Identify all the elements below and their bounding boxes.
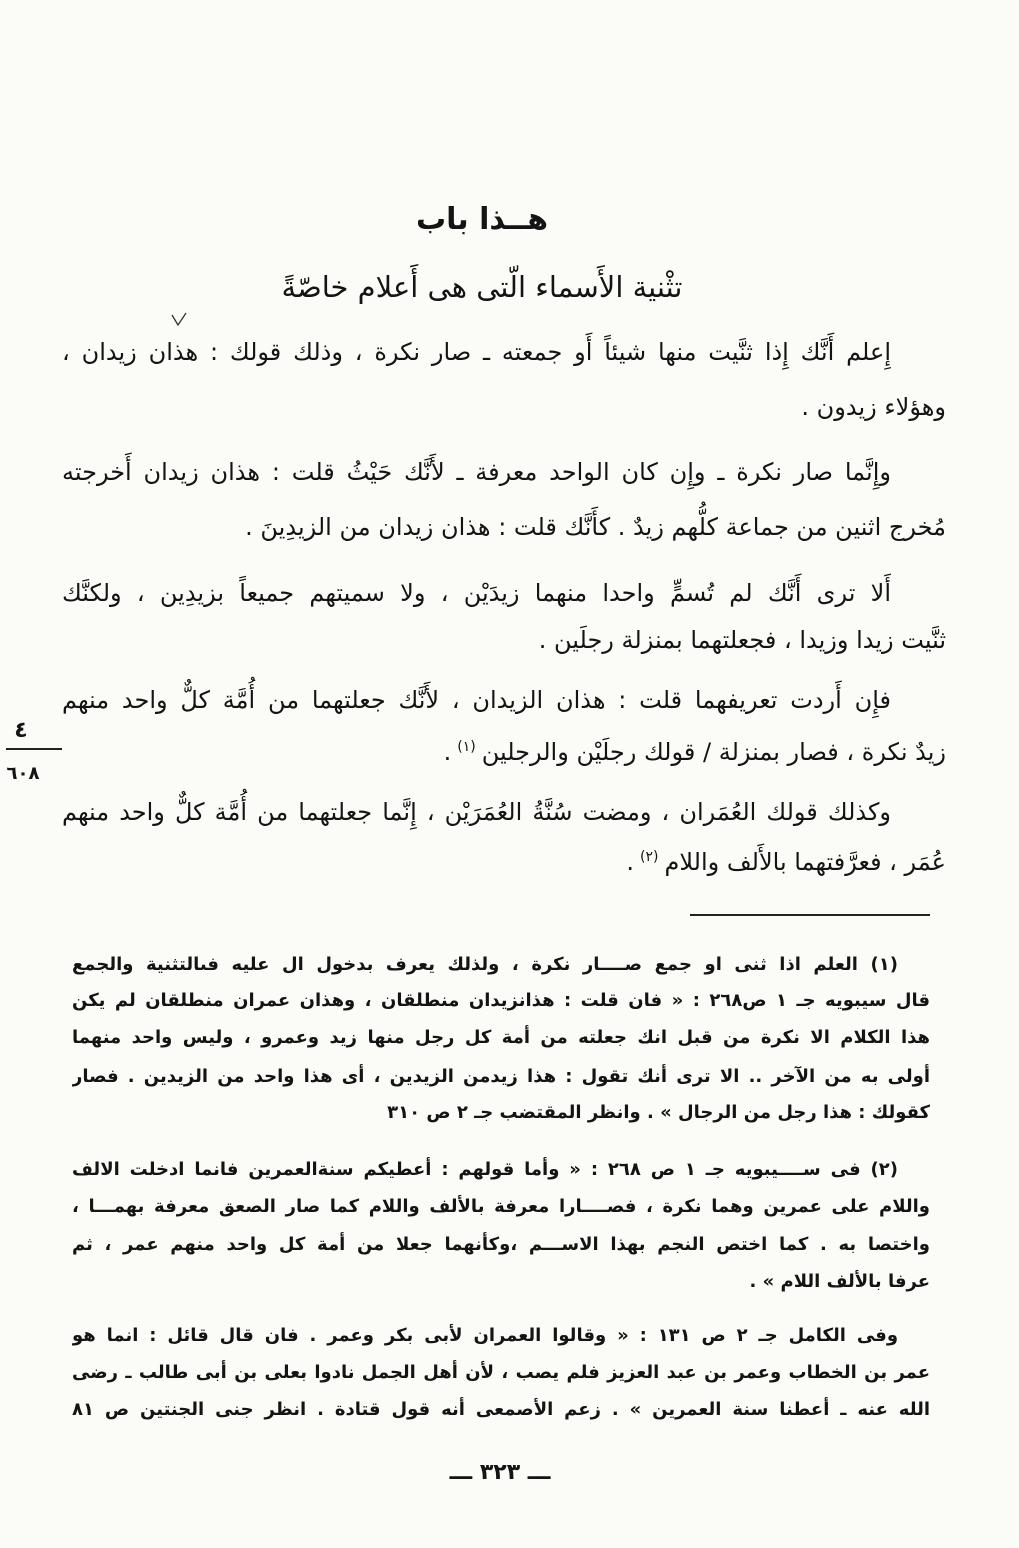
chapter-subtitle: تثْنية الأَسماء الّتى هى أَعلام خاصّةً (281, 270, 683, 304)
line-end-period: . (626, 848, 634, 876)
footnote-separator (690, 914, 930, 916)
footnote-1-line-4: أولى به من الآخر .. الا ترى أنك تقول : هذا زيدمن الزيدين ، أى هذا واحد من الزيدين . فصار (72, 1066, 930, 1087)
footnote-3-line-1: وفى الكامل جـ ٢ ص ١٣١ : « وقالوا العمران لأبى بكر وعمر . فان قال قائل : انما هو (72, 1325, 898, 1346)
paragraph-1-line-1: إِعلم أَنَّك إِذا ثنَّيت منها شيئاً أَو جمعته ـ صار نكرة ، وذلك قولك : هذان زيدان ، (62, 338, 891, 366)
footnote-2-line-3: واختصا به . كما اختص النجم بهذا الاســـم ،وكأنهما جعلا من أمة كل واحد منهم عمر ، ثم (72, 1234, 930, 1255)
footnote-1-line-5: كقولك : هذا رجل من الرجال » . وانظر المقتضب جـ ٢ ص ٣١٠ (387, 1102, 930, 1123)
paragraph-5-line-1: وكذلك قولك العُمَران ، ومضت سُنَّةُ العُمَرَيْن ، إِنَّما جعلتهما من أُمَّة كلٌّ واحد منهم (62, 798, 891, 826)
line-text: عُمَر ، فعرَّفتهما بالأَلف واللام (664, 848, 946, 876)
footnote-ref-2: (٢) (639, 849, 659, 865)
paragraph-3-line-2: ثنَّيت زيدا وزيدا ، فجعلتهما بمنزلة رجلَين . (538, 626, 946, 654)
footnote-1-line-1: (١) العلم اذا ثنى او جمع صــــار نكرة ، ولذلك يعرف بدخول ال عليه فىالتثنية والجمع (72, 954, 898, 975)
paragraph-4-line-2 (62, 732, 946, 772)
page-number: ـــ ٣٢٣ ـــ (449, 1460, 551, 1485)
footnote-ref-1: (١) (457, 739, 476, 755)
paragraph-4-line-1: فإِن أَردت تعريفهما قلت : هذان الزيدان ، لأَنَّك جعلتهما من أُمَّة كلٌّ واحد منهم (62, 686, 891, 714)
handwritten-check-mark-icon (170, 312, 188, 328)
footnote-2-line-2: واللام على عمرين وهما نكرة ، فصــــارا معرفة بالألف واللام كما صار الصعق معرفة بهمـــا ، (72, 1196, 930, 1217)
paragraph-5-line-2 (62, 842, 946, 882)
paragraph-3-line-1: أَلا ترى أَنَّك لم تُسمٍّ واحدا منهما زيدَيْن ، ولا سميتهم جميعاً بزيدِين ، ولكنَّك (62, 579, 891, 607)
margin-note-divider (6, 748, 62, 750)
margin-note-top: ٤ (14, 718, 28, 743)
line-end-period: . (443, 738, 452, 766)
margin-note-bottom: ٦٠٨ (6, 763, 40, 784)
footnote-1-line-2: قال سيبويه جـ ١ ص٢٦٨ : « فان قلت : هذانزيدان منطلقان ، وهذان عمران منطلقان لم يكن (72, 990, 930, 1011)
line-text: زيدٌ نكرة ، فصار بمنزلة / قولك رجلَيْن والرجلين (481, 738, 946, 766)
paragraph-1-line-2: وهؤلاء زيدون . (801, 393, 946, 421)
chapter-title: هــذا باب (415, 202, 549, 237)
footnote-1-line-3: هذا الكلام الا نكرة من قبل انك جعلته من أمة كل رجل منها زيد وعمرو ، وليس واحد منهما (72, 1027, 930, 1048)
footnote-2-line-1: (٢) فى ســــيبويه جـ ١ ص ٢٦٨ : « وأما قولهم : أعطيكم سنةالعمرين فانما ادخلت الالف (72, 1159, 898, 1180)
footnote-3-line-2: عمر بن الخطاب وعمر بن عبد العزيز فلم يصب ، لأن أهل الجمل نادوا بعلى بن أبى طالب ـ رضى (72, 1362, 930, 1383)
footnote-2-line-4: عرفا بالألف اللام » . (749, 1271, 930, 1292)
footnote-3-line-3: الله عنه ـ أعطنا سنة العمرين » . زعم الأصمعى أنه قول قتادة . انظر جنى الجنتين ص ٨١ (72, 1399, 930, 1420)
paragraph-2-line-1: وإِنَّما صار نكرة ـ وإِن كان الواحد معرفة ـ لأَنَّك حَيْثُ قلت : هذان زيدان أَخرجته (62, 458, 891, 486)
paragraph-2-line-2: مُخرج اثنين من جماعة كلُّهم زيدٌ . كأَنَّك قلت : هذان زيدان من الزيدِينَ . (245, 513, 946, 541)
